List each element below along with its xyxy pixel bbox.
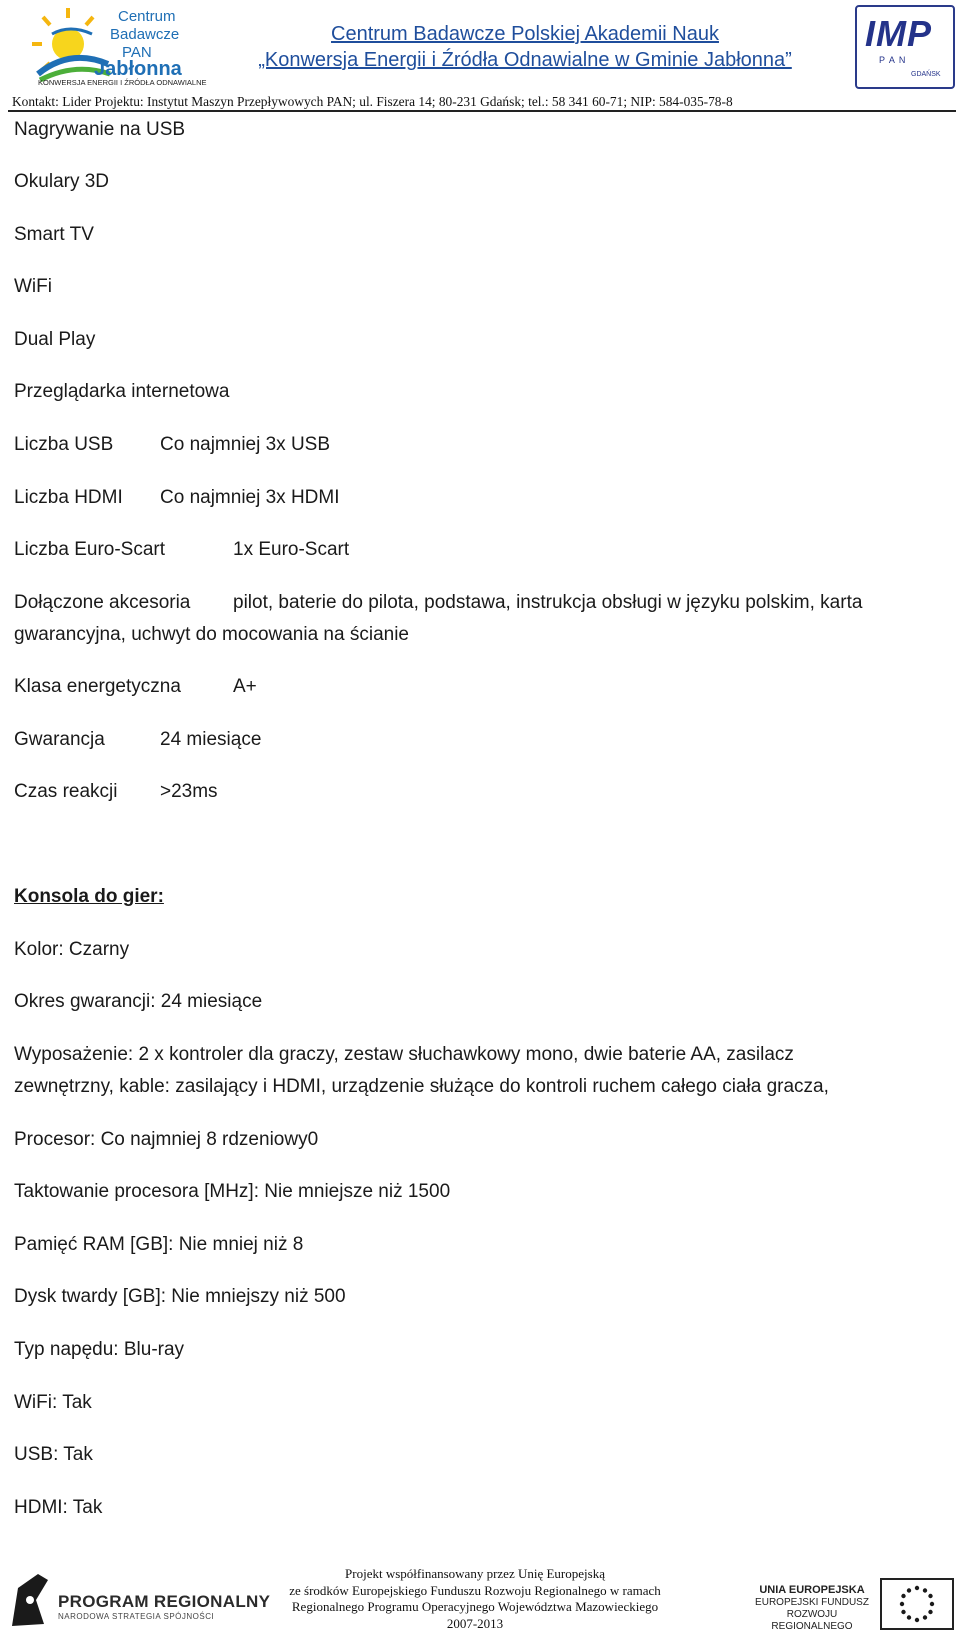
spec-label: Gwarancja [14,729,105,750]
header-title-line-1: Centrum Badawcze Polskiej Akademii Nauk [331,23,719,45]
funding-line: Regionalnego Programu Operacyjnego Województwa Mazowieckiego [291,1599,659,1614]
eu-flag-icon [880,1578,954,1630]
feature-item: Przeglądarka internetowa [14,381,230,402]
imp-logo-sub: P A N [879,55,907,65]
logo-line-3: PAN [122,44,152,61]
spec-label: Liczba HDMI [14,487,123,508]
console-line: Okres gwarancji: 24 miesiące [14,991,263,1012]
spec-label: Czas reakcji [14,781,118,802]
spec-value: A+ [233,676,257,697]
logo-line-1: Centrum [118,8,176,25]
program-regionalny-logo-icon [8,1570,52,1630]
header-title-line-2: „Konwersja Energii i Źródła Odnawialne w Gminie Jabłonna” [258,49,792,71]
console-line: Procesor: Co najmniej 8 rdzeniowy0 [14,1129,319,1150]
spec-label: Klasa energetyczna [14,676,181,697]
contact-line: Kontakt: Lider Projektu: Instytut Maszyn Przepływowych PAN; ul. Fiszera 14; 80-231 Gdańsk; tel.: 58 341 60-71; NIP: 584-035-78-8 [12,94,733,109]
program-regionalny-text: PROGRAM REGIONALNY [58,1592,271,1611]
feature-item: Nagrywanie na USB [14,119,186,140]
console-line: zewnętrzny, kable: zasilający i HDMI, urządzenie służące do kontroli ruchem całego ciała gracza, [14,1076,829,1097]
eu-label-2: EUROPEJSKI FUNDUSZ [755,1597,869,1608]
console-line: Pamięć RAM [GB]: Nie mniej niż 8 [14,1234,304,1255]
console-line: Dysk twardy [GB]: Nie mniejszy niż 500 [14,1286,346,1307]
eu-label-3: ROZWOJU REGIONALNEGO [771,1609,853,1632]
funding-statement [255,1566,695,1632]
imp-logo-city: GDAŃSK [911,71,941,78]
feature-item: Smart TV [14,224,94,245]
imp-pan-logo [855,5,955,89]
header [0,0,960,112]
funding-line: Projekt współfinansowany przez Unię Europejską [345,1566,605,1581]
feature-item: Dual Play [14,329,96,350]
console-line: USB: Tak [14,1444,93,1465]
spec-label: Liczba Euro-Scart [14,539,166,560]
spec-value: 24 miesiące [160,729,262,750]
console-line: Typ napędu: Blu-ray [14,1339,185,1360]
eu-label-1: UNIA EUROPEJSKA [759,1584,865,1596]
program-regionalny-subtext: NARODOWA STRATEGIA SPÓJNOŚCI [58,1612,215,1621]
console-line: Wyposażenie: 2 x kontroler dla graczy, zestaw słuchawkowy mono, dwie baterie AA, zasilacz [14,1044,794,1065]
console-line: Kolor: Czarny [14,939,130,960]
console-line: WiFi: Tak [14,1392,92,1413]
feature-item: Okulary 3D [14,171,110,192]
accessories-label: Dołączone akcesoria [14,592,191,613]
funding-line: 2007-2013 [446,1615,504,1631]
feature-item: WiFi [14,276,52,297]
spec-value: Co najmniej 3x USB [160,434,331,455]
logo-line-2: Badawcze [110,26,180,43]
spec-value: Co najmniej 3x HDMI [160,487,340,508]
logo-tagline: KONWERSJA ENERGII I ŹRÓDŁA ODNAWIALNE [38,78,207,87]
console-line: Taktowanie procesora [MHz]: Nie mniejsze niż 1500 [14,1181,451,1202]
funding-line: ze środków Europejskiego Funduszu Rozwoju Regionalnego w ramach [289,1582,661,1598]
imp-logo-text: IMP [865,13,933,54]
spec-label: Liczba USB [14,434,114,455]
spec-value: >23ms [160,781,218,802]
console-line: HDMI: Tak [14,1497,103,1518]
logo-name: Jabłonna [94,58,182,80]
accessories-continuation: gwarancyjna, uchwyt do mocowania na ścianie [14,624,409,645]
console-heading: Konsola do gier: [14,886,164,907]
header-divider [8,110,956,112]
spec-value: 1x Euro-Scart [233,539,350,560]
accessories-value: pilot, baterie do pilota, podstawa, instrukcja obsługi w języku polskim, karta [233,592,863,613]
